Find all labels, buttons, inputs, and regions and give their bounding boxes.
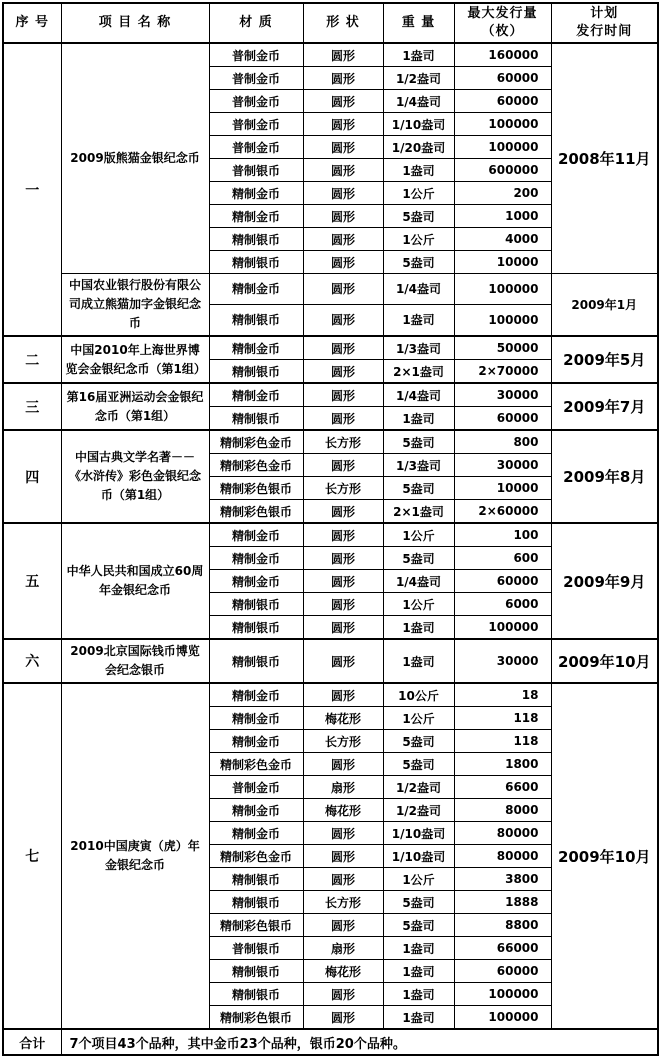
weight-cell: 1公斤 xyxy=(383,182,454,205)
coin-row xyxy=(3,336,658,360)
shape-cell: 圆形 xyxy=(303,251,383,274)
shape-cell: 圆形 xyxy=(303,570,383,593)
shape-cell: 圆形 xyxy=(303,547,383,570)
shape-cell: 扇形 xyxy=(303,776,383,799)
mintage-cell: 60000 xyxy=(454,67,551,90)
weight-cell: 5盎司 xyxy=(383,477,454,500)
mintage-cell: 30000 xyxy=(454,454,551,477)
shape-cell: 长方形 xyxy=(303,430,383,454)
shape-cell: 圆形 xyxy=(303,523,383,547)
material-cell: 精制彩色银币 xyxy=(209,500,303,524)
col-header-weight: 重 量 xyxy=(383,3,454,43)
weight-cell: 5盎司 xyxy=(383,730,454,753)
shape-cell: 长方形 xyxy=(303,477,383,500)
shape-cell: 梅花形 xyxy=(303,960,383,983)
shape-cell: 圆形 xyxy=(303,593,383,616)
shape-cell: 圆形 xyxy=(303,304,383,336)
weight-cell: 1公斤 xyxy=(383,228,454,251)
total-text-cell: 7个项目43个品种，其中金币23个品种，银币20个品种。 xyxy=(61,1029,658,1055)
material-cell: 精制金币 xyxy=(209,707,303,730)
issue-date-cell: 2008年11月 xyxy=(551,43,658,274)
material-cell: 精制银币 xyxy=(209,616,303,640)
mintage-cell: 800 xyxy=(454,430,551,454)
mintage-cell: 8800 xyxy=(454,914,551,937)
coin-row xyxy=(3,43,658,67)
weight-cell: 1盎司 xyxy=(383,937,454,960)
material-cell: 普制金币 xyxy=(209,90,303,113)
shape-cell: 梅花形 xyxy=(303,707,383,730)
material-cell: 普制金币 xyxy=(209,43,303,67)
material-cell: 普制银币 xyxy=(209,937,303,960)
issue-date-cell: 2009年10月 xyxy=(551,683,658,1029)
material-cell: 精制金币 xyxy=(209,730,303,753)
weight-cell: 1公斤 xyxy=(383,707,454,730)
section-index-cell: 七 xyxy=(3,683,61,1029)
weight-cell: 1/3盎司 xyxy=(383,454,454,477)
mintage-cell: 118 xyxy=(454,707,551,730)
mintage-cell: 8000 xyxy=(454,799,551,822)
shape-cell: 梅花形 xyxy=(303,799,383,822)
material-cell: 精制金币 xyxy=(209,523,303,547)
mintage-cell: 100000 xyxy=(454,1006,551,1030)
shape-cell: 圆形 xyxy=(303,336,383,360)
project-name-cell: 中国2010年上海世界博览会金银纪念币（第1组） xyxy=(61,336,209,383)
weight-cell: 1盎司 xyxy=(383,1006,454,1030)
material-cell: 精制银币 xyxy=(209,360,303,384)
material-cell: 精制银币 xyxy=(209,304,303,336)
weight-cell: 1/10盎司 xyxy=(383,845,454,868)
coin-row xyxy=(3,430,658,454)
shape-cell: 圆形 xyxy=(303,616,383,640)
material-cell: 精制彩色金币 xyxy=(209,430,303,454)
col-header-mintage xyxy=(454,3,551,43)
mintage-cell: 80000 xyxy=(454,822,551,845)
shape-cell: 圆形 xyxy=(303,914,383,937)
weight-cell: 1盎司 xyxy=(383,407,454,431)
shape-cell: 圆形 xyxy=(303,274,383,305)
material-cell: 精制彩色金币 xyxy=(209,845,303,868)
mintage-cell: 60000 xyxy=(454,90,551,113)
mintage-cell: 100000 xyxy=(454,304,551,336)
mintage-cell: 1800 xyxy=(454,753,551,776)
material-cell: 精制彩色银币 xyxy=(209,914,303,937)
mintage-cell: 4000 xyxy=(454,228,551,251)
mintage-cell: 10000 xyxy=(454,477,551,500)
mintage-cell: 1888 xyxy=(454,891,551,914)
weight-cell: 1/3盎司 xyxy=(383,336,454,360)
issue-date-cell: 2009年7月 xyxy=(551,383,658,430)
table-body xyxy=(3,43,658,1029)
col-header-date-line1: 计划 xyxy=(590,6,619,21)
shape-cell: 圆形 xyxy=(303,983,383,1006)
shape-cell: 圆形 xyxy=(303,753,383,776)
coin-row xyxy=(3,639,658,683)
mintage-cell: 1000 xyxy=(454,205,551,228)
col-header-date xyxy=(551,3,658,43)
mintage-cell: 600 xyxy=(454,547,551,570)
weight-cell: 2×1盎司 xyxy=(383,360,454,384)
coin-row xyxy=(3,523,658,547)
weight-cell: 1/20盎司 xyxy=(383,136,454,159)
project-name-cell: 中国古典文学名著－－《水浒传》彩色金银纪念币（第1组） xyxy=(61,430,209,523)
mintage-cell: 100000 xyxy=(454,983,551,1006)
weight-cell: 5盎司 xyxy=(383,547,454,570)
mintage-cell: 100000 xyxy=(454,136,551,159)
material-cell: 普制银币 xyxy=(209,159,303,182)
material-cell: 普制金币 xyxy=(209,67,303,90)
project-name-cell: 2009版熊猫金银纪念币 xyxy=(61,43,209,274)
coin-row xyxy=(3,274,658,305)
weight-cell: 1盎司 xyxy=(383,43,454,67)
project-name-cell: 2009北京国际钱币博览会纪念银币 xyxy=(61,639,209,683)
issue-date-cell: 2009年5月 xyxy=(551,336,658,383)
weight-cell: 1公斤 xyxy=(383,868,454,891)
shape-cell: 圆形 xyxy=(303,383,383,407)
total-label-cell: 合计 xyxy=(3,1029,61,1055)
project-name-cell: 第16届亚洲运动会金银纪念币（第1组） xyxy=(61,383,209,430)
weight-cell: 1/10盎司 xyxy=(383,822,454,845)
material-cell: 精制金币 xyxy=(209,799,303,822)
shape-cell: 圆形 xyxy=(303,868,383,891)
mintage-cell: 50000 xyxy=(454,336,551,360)
material-cell: 精制银币 xyxy=(209,868,303,891)
mintage-cell: 118 xyxy=(454,730,551,753)
shape-cell: 圆形 xyxy=(303,407,383,431)
weight-cell: 1/4盎司 xyxy=(383,274,454,305)
mintage-cell: 18 xyxy=(454,683,551,707)
col-header-material: 材 质 xyxy=(209,3,303,43)
section-index-cell: 五 xyxy=(3,523,61,639)
mintage-cell: 30000 xyxy=(454,639,551,683)
issue-date-cell: 2009年1月 xyxy=(551,274,658,337)
weight-cell: 1/4盎司 xyxy=(383,90,454,113)
coin-row xyxy=(3,383,658,407)
weight-cell: 1盎司 xyxy=(383,304,454,336)
material-cell: 精制银币 xyxy=(209,960,303,983)
mintage-cell: 600000 xyxy=(454,159,551,182)
material-cell: 精制金币 xyxy=(209,274,303,305)
material-cell: 精制银币 xyxy=(209,983,303,1006)
shape-cell: 圆形 xyxy=(303,454,383,477)
material-cell: 精制银币 xyxy=(209,251,303,274)
shape-cell: 长方形 xyxy=(303,730,383,753)
section-index-cell: 六 xyxy=(3,639,61,683)
material-cell: 精制金币 xyxy=(209,570,303,593)
material-cell: 精制金币 xyxy=(209,336,303,360)
coin-issuance-table xyxy=(2,2,659,1056)
weight-cell: 5盎司 xyxy=(383,251,454,274)
header-row xyxy=(3,3,658,43)
material-cell: 精制银币 xyxy=(209,639,303,683)
shape-cell: 圆形 xyxy=(303,67,383,90)
mintage-cell: 66000 xyxy=(454,937,551,960)
mintage-cell: 2×70000 xyxy=(454,360,551,384)
weight-cell: 1/10盎司 xyxy=(383,113,454,136)
material-cell: 精制金币 xyxy=(209,182,303,205)
mintage-cell: 100000 xyxy=(454,113,551,136)
weight-cell: 5盎司 xyxy=(383,205,454,228)
mintage-cell: 100000 xyxy=(454,274,551,305)
col-header-name: 项 目 名 称 xyxy=(61,3,209,43)
weight-cell: 1/2盎司 xyxy=(383,799,454,822)
weight-cell: 1公斤 xyxy=(383,523,454,547)
mintage-cell: 3800 xyxy=(454,868,551,891)
material-cell: 精制金币 xyxy=(209,822,303,845)
shape-cell: 圆形 xyxy=(303,683,383,707)
mintage-cell: 60000 xyxy=(454,570,551,593)
shape-cell: 圆形 xyxy=(303,639,383,683)
col-header-mintage-line1: 最大发行量 xyxy=(467,6,538,21)
weight-cell: 2×1盎司 xyxy=(383,500,454,524)
shape-cell: 圆形 xyxy=(303,500,383,524)
section-index-cell: 三 xyxy=(3,383,61,430)
col-header-mintage-line2: （枚） xyxy=(481,24,524,39)
weight-cell: 1盎司 xyxy=(383,960,454,983)
mintage-cell: 60000 xyxy=(454,407,551,431)
material-cell: 普制金币 xyxy=(209,136,303,159)
material-cell: 普制金币 xyxy=(209,776,303,799)
mintage-cell: 200 xyxy=(454,182,551,205)
issue-date-cell: 2009年8月 xyxy=(551,430,658,523)
section-index-cell: 四 xyxy=(3,430,61,523)
shape-cell: 圆形 xyxy=(303,205,383,228)
weight-cell: 1盎司 xyxy=(383,983,454,1006)
weight-cell: 1公斤 xyxy=(383,593,454,616)
shape-cell: 扇形 xyxy=(303,937,383,960)
project-name-cell: 中华人民共和国成立60周年金银纪念币 xyxy=(61,523,209,639)
material-cell: 精制彩色银币 xyxy=(209,477,303,500)
mintage-cell: 2×60000 xyxy=(454,500,551,524)
coin-row xyxy=(3,683,658,707)
mintage-cell: 60000 xyxy=(454,960,551,983)
issue-date-cell: 2009年9月 xyxy=(551,523,658,639)
shape-cell: 圆形 xyxy=(303,228,383,251)
shape-cell: 圆形 xyxy=(303,360,383,384)
issue-date-cell: 2009年10月 xyxy=(551,639,658,683)
weight-cell: 1/4盎司 xyxy=(383,570,454,593)
material-cell: 精制金币 xyxy=(209,683,303,707)
weight-cell: 1/4盎司 xyxy=(383,383,454,407)
col-header-index: 序 号 xyxy=(3,3,61,43)
shape-cell: 圆形 xyxy=(303,182,383,205)
material-cell: 精制彩色银币 xyxy=(209,1006,303,1030)
col-header-date-line2: 发行时间 xyxy=(576,24,633,39)
mintage-cell: 100 xyxy=(454,523,551,547)
weight-cell: 1盎司 xyxy=(383,639,454,683)
shape-cell: 长方形 xyxy=(303,891,383,914)
col-header-shape: 形 状 xyxy=(303,3,383,43)
material-cell: 精制彩色金币 xyxy=(209,753,303,776)
weight-cell: 5盎司 xyxy=(383,753,454,776)
shape-cell: 圆形 xyxy=(303,845,383,868)
shape-cell: 圆形 xyxy=(303,1006,383,1030)
total-row xyxy=(3,1029,658,1055)
material-cell: 精制彩色金币 xyxy=(209,454,303,477)
material-cell: 精制银币 xyxy=(209,407,303,431)
section-index-cell: 一 xyxy=(3,43,61,336)
shape-cell: 圆形 xyxy=(303,822,383,845)
material-cell: 普制金币 xyxy=(209,113,303,136)
weight-cell: 1盎司 xyxy=(383,159,454,182)
shape-cell: 圆形 xyxy=(303,159,383,182)
mintage-cell: 160000 xyxy=(454,43,551,67)
weight-cell: 1/2盎司 xyxy=(383,67,454,90)
weight-cell: 5盎司 xyxy=(383,430,454,454)
material-cell: 精制金币 xyxy=(209,547,303,570)
mintage-cell: 6000 xyxy=(454,593,551,616)
shape-cell: 圆形 xyxy=(303,136,383,159)
shape-cell: 圆形 xyxy=(303,43,383,67)
material-cell: 精制银币 xyxy=(209,891,303,914)
material-cell: 精制银币 xyxy=(209,593,303,616)
weight-cell: 5盎司 xyxy=(383,914,454,937)
project-name-cell: 2010中国庚寅（虎）年金银纪念币 xyxy=(61,683,209,1029)
weight-cell: 1/2盎司 xyxy=(383,776,454,799)
mintage-cell: 100000 xyxy=(454,616,551,640)
weight-cell: 1盎司 xyxy=(383,616,454,640)
mintage-cell: 80000 xyxy=(454,845,551,868)
section-index-cell: 二 xyxy=(3,336,61,383)
mintage-cell: 6600 xyxy=(454,776,551,799)
project-name-cell: 中国农业银行股份有限公司成立熊猫加字金银纪念币 xyxy=(61,274,209,337)
material-cell: 精制金币 xyxy=(209,205,303,228)
shape-cell: 圆形 xyxy=(303,90,383,113)
material-cell: 精制银币 xyxy=(209,228,303,251)
weight-cell: 5盎司 xyxy=(383,891,454,914)
shape-cell: 圆形 xyxy=(303,113,383,136)
mintage-cell: 30000 xyxy=(454,383,551,407)
mintage-cell: 10000 xyxy=(454,251,551,274)
material-cell: 精制金币 xyxy=(209,383,303,407)
weight-cell: 10公斤 xyxy=(383,683,454,707)
